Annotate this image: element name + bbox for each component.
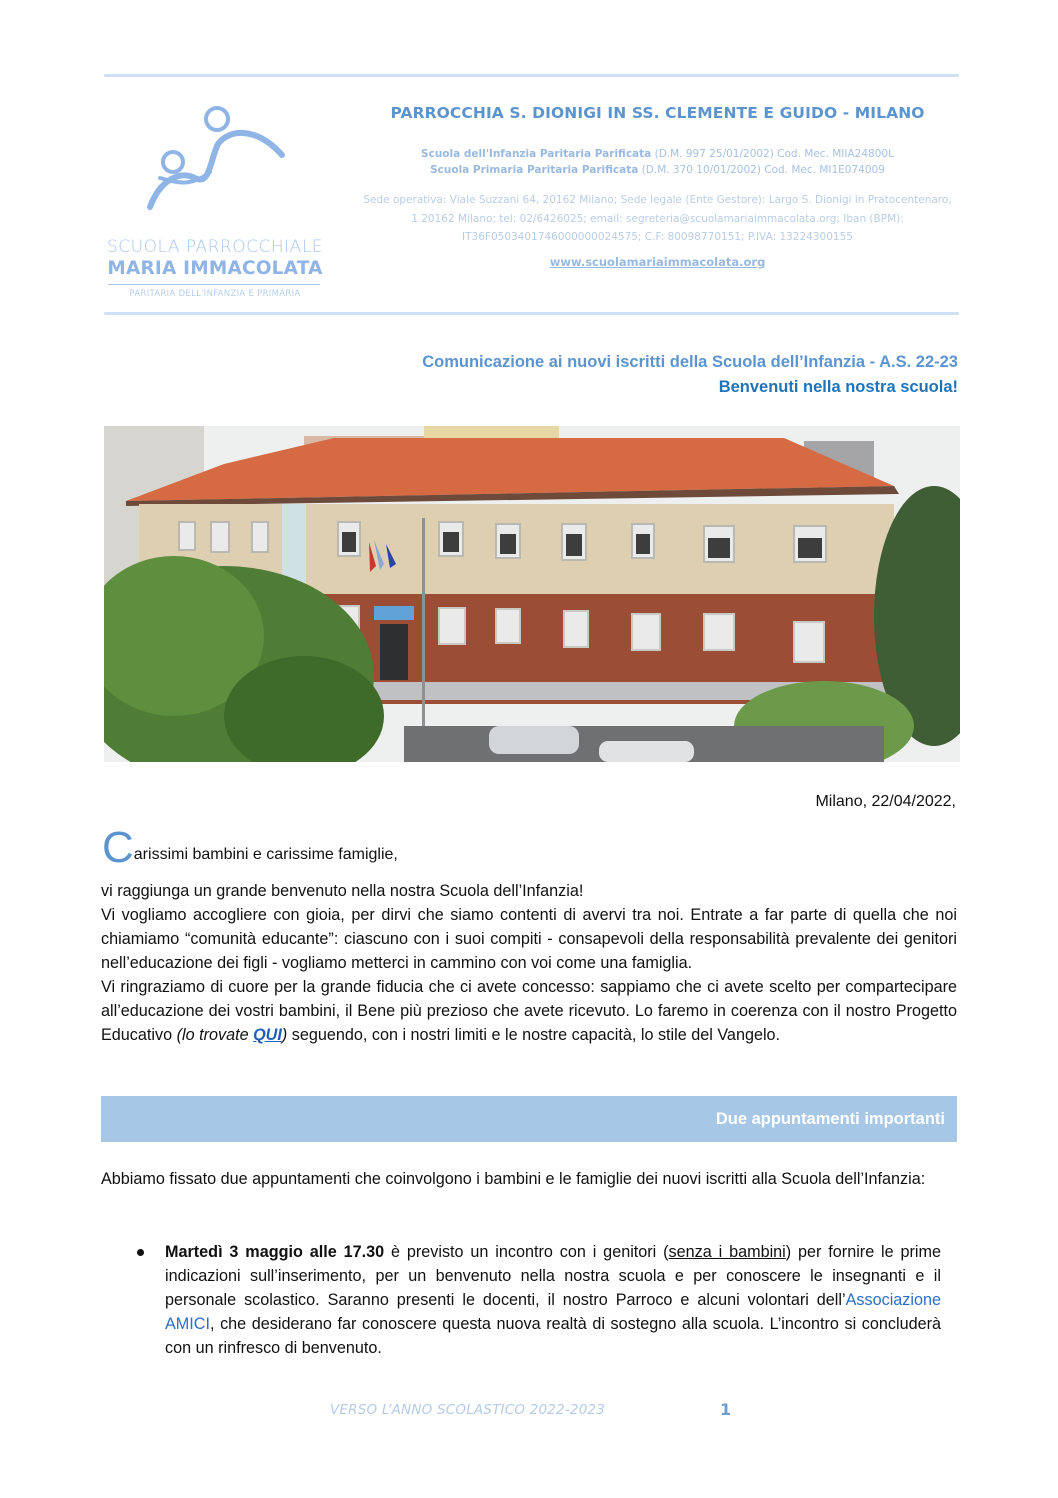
- appointments-list: [101, 1240, 941, 1360]
- school-primaria-details: (D.M. 370 10/01/2002) Cod. Mec. MI1E074009: [641, 164, 885, 176]
- appointment-date: Martedì 3 maggio alle 17.30: [165, 1243, 385, 1261]
- school-logo: [100, 92, 330, 299]
- logo-divider: [108, 284, 320, 285]
- welcome-line: vi raggiunga un grande benvenuto nella nostra Scuola dell’Infanzia!: [101, 882, 584, 900]
- appointment-text: è previsto un incontro con i genitori (: [384, 1243, 669, 1261]
- letter-date: Milano, 22/04/2022,: [815, 793, 956, 810]
- salutation: [102, 823, 398, 872]
- salutation-text: arissimi bambini e carissime famiglie,: [133, 846, 398, 863]
- project-note-open: (lo trovate: [176, 1026, 254, 1044]
- website-link[interactable]: www.scuolamariaimmacolata.org: [549, 255, 766, 269]
- footer-text: VERSO L’ANNO SCOLASTICO 2022-2023: [330, 1402, 606, 1418]
- page-number: 1: [720, 1400, 732, 1419]
- school-building-photo: [104, 426, 960, 762]
- bullet-icon: [137, 1249, 144, 1256]
- progetto-educativo-link[interactable]: QUI: [253, 1026, 282, 1044]
- school-primaria-name: Scuola Primaria Paritaria Parificata: [430, 164, 639, 176]
- contact-info: Sede operativa: Viale Suzzani 64, 20162 Milano; Sede legale (Ente Gestore): Largo S. Dionigi in Pratocentenaro, 1 20162 Milano; tel: 02/6426025; email: segreteria@scuolamariaimmacolata.org; Iban (BPM): IT36F0503401746000000024575; C.F: 80098770151; P.IVA: 13224300155: [363, 194, 952, 243]
- welcome-paragraph: [101, 879, 957, 1047]
- thanks-paragraph: [101, 975, 957, 1047]
- section-header-appuntamenti: Due appuntamenti importanti: [101, 1096, 957, 1142]
- document-title: Comunicazione ai nuovi iscritti della Scuola dell’Infanzia - A.S. 22-23: [422, 353, 958, 371]
- logo-text-line3: PARITARIA DELL'INFANZIA E PRIMARIA: [129, 289, 301, 299]
- appointment-text-3: , che desiderano far conoscere questa nuova realtà di sostegno alla scuola. L’incontro si concluderà con un rinfresco di benvenuto.: [165, 1315, 941, 1357]
- school-infanzia-name: Scuola dell'Infanzia Paritaria Parificata: [421, 148, 652, 160]
- community-paragraph: Vi vogliamo accogliere con gioia, per dirvi che siamo contenti di avervi tra noi. Entrate a far parte di quella che noi chiamiamo “comunità educante”: ciascuno con i suoi compiti - consapevoli della responsabilità prevalente dei genitori nell’educazione dei figli - vogliamo metterci in cammino con voi come una famiglia.: [101, 906, 957, 972]
- school-infanzia-details: (D.M. 997 25/01/2002) Cod. Mec. MIIA24800L: [654, 148, 894, 160]
- document-subtitle: Benvenuti nella nostra scuola!: [718, 378, 958, 396]
- project-note: [177, 1026, 288, 1044]
- school-primaria-line: [355, 162, 960, 178]
- school-infanzia-line: [355, 146, 960, 162]
- thanks-text-end: seguendo, con i nostri limiti e le nostre capacità, lo stile del Vangelo.: [287, 1026, 781, 1044]
- associazione-amici-link[interactable]: Associazione AMICI: [165, 1291, 941, 1333]
- two-figures-logo-icon: [140, 100, 290, 210]
- logo-text-line2: MARIA IMMACOLATA: [107, 258, 323, 279]
- parish-title: PARROCCHIA S. DIONIGI IN SS. CLEMENTE E GUIDO - MILANO: [390, 104, 925, 122]
- appointment-item: [101, 1240, 941, 1360]
- project-note-close: ): [281, 1026, 288, 1044]
- appointments-intro: Abbiamo fissato due appuntamenti che coinvolgono i bambini e le famiglie dei nuovi iscritti alla Scuola dell’Infanzia:: [101, 1170, 926, 1188]
- header-bottom-rule: [104, 312, 959, 315]
- thanks-text: Vi ringraziamo di cuore per la grande fiducia che ci avete concesso: sappiamo che ci avete scelto per compartecipare all’educazione dei vostri bambini, il Bene più prezioso che avete ricevuto. Lo faremo in coerenza con il nostro Progetto Educativo: [101, 978, 957, 1044]
- logo-text-line1: SCUOLA PARROCCHIALE: [106, 237, 324, 257]
- salutation-dropcap: C: [102, 823, 134, 872]
- header-top-rule: [104, 74, 959, 77]
- website-line: [355, 255, 960, 269]
- appointment-text-2: ) per fornire le prime indicazioni sull’inserimento, per un benvenuto nella nostra scuola e per conoscere le insegnanti e il personale scolastico. Saranno presenti le docenti, il nostro Parroco e alcuni volontari dell’: [165, 1243, 942, 1309]
- appointment-note: senza i bambini: [668, 1243, 786, 1261]
